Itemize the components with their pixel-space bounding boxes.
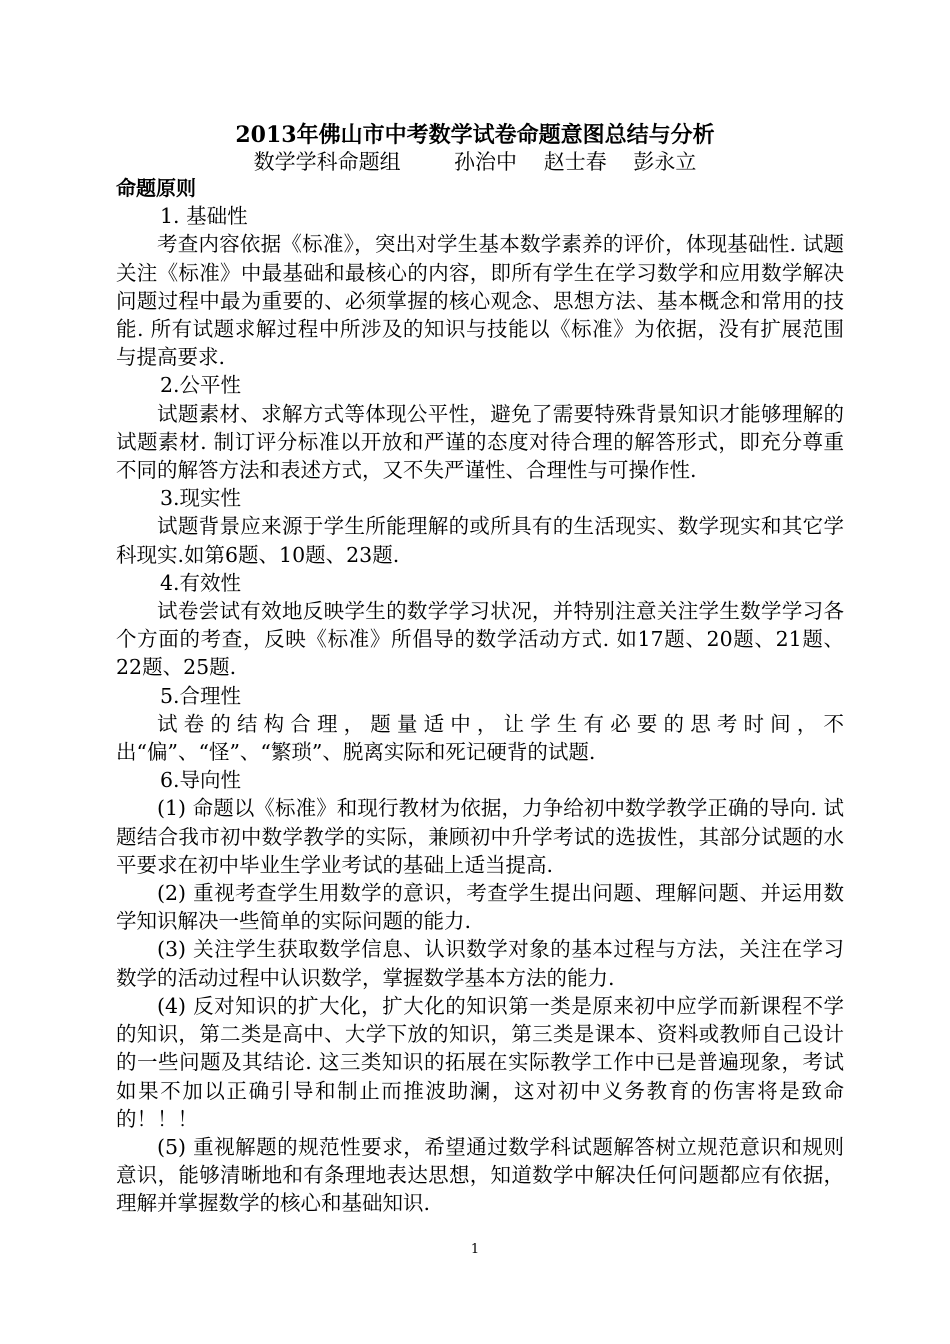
item-heading-reality: 3.现实性 <box>160 486 242 511</box>
section-heading: 命题原则 <box>116 176 196 200</box>
paragraph: (2) 重视考查学生用数学的意识，考查学生提出问题、理解问题、并运用数学知识解决一些简单的实际问题的能力. <box>116 881 844 934</box>
item-heading-fairness: 2.公平性 <box>160 373 242 398</box>
paragraph: (1) 命题以《标准》和现行教材为依据，力争给初中数学教学正确的导向. 试题结合我市初中数学教学的实际，兼顾初中升学考试的选拔性，其部分试题的水平要求在初中毕业生学业考试的基础上适当提高. <box>116 796 844 877</box>
paragraph: (5) 重视解题的规范性要求，希望通过数学科试题解答树立规范意识和规则意识，能够清晰地和有条理地表达思想，知道数学中解决任何问题都应有依据，理解并掌握数学的核心和基础知识. <box>116 1134 844 1216</box>
paragraph: (3) 关注学生获取数学信息、认识数学对象的基本过程与方法，关注在学习数学的活动过程中认识数学，掌握数学基本方法的能力. <box>116 937 844 990</box>
document-title: 2013年佛山市中考数学试卷命题意图总结与分析 <box>235 122 715 148</box>
item-heading-rationality: 5.合理性 <box>160 683 242 708</box>
paragraph: 试卷的结构合理，题量适中，让学生有必要的思考时间，不出“偏”、“怪”、“繁琐”、脱离实际和死记硬背的试题. <box>116 711 844 765</box>
document-subtitle: 数学学科命题组 孙治中 赵士春 彭永立 <box>253 150 697 174</box>
paragraph: 考查内容依据《标准》，突出对学生基本数学素养的评价，体现基础性. 试题关注《标准》中最基础和最核心的内容，即所有学生在学习数学和应用数学解决问题过程中最为重要的、必须掌握的核心观念、思想方法、基本概念和常用的技能. 所有试题求解过程中所涉及的知识与技能以《标准》为依据，没有扩展范围与提高要求. <box>116 232 844 370</box>
paragraph: 试卷尝试有效地反映学生的数学学习状况，并特别注意关注学生数学学习各个方面的考查，反映《标准》所倡导的数学活动方式. 如17题、20题、21题、22题、25题. <box>116 599 844 680</box>
item-heading-guidance: 6.导向性 <box>160 768 242 793</box>
item-heading-basic: 1. 基础性 <box>160 204 248 229</box>
document-body <box>116 174 844 1218</box>
item-heading-validity: 4.有效性 <box>160 570 242 595</box>
paragraph: 试题背景应来源于学生所能理解的或所具有的生活现实、数学现实和其它学科现实.如第6题、10题、23题. <box>116 514 844 567</box>
paragraph: 试题素材、求解方式等体现公平性，避免了需要特殊背景知识才能够理解的试题素材. 制订评分标准以开放和严谨的态度对待合理的解答形式，即充分尊重不同的解答方法和表述方式，又不失严谨性、合理性与可操作性. <box>116 401 844 483</box>
paragraph: (4) 反对知识的扩大化，扩大化的知识第一类是原来初中应学而新课程不学的知识，第二类是高中、大学下放的知识，第三类是课本、资料或教师自己设计的一些问题及其结论. 这三类知识的拓展在实际教学工作中已是普遍现象，考试如果不加以正确引导和制止而推波助澜，这对初中义务教育的伤害将是致命的！！！ <box>116 993 844 1131</box>
page-number: 1 <box>470 1242 480 1257</box>
